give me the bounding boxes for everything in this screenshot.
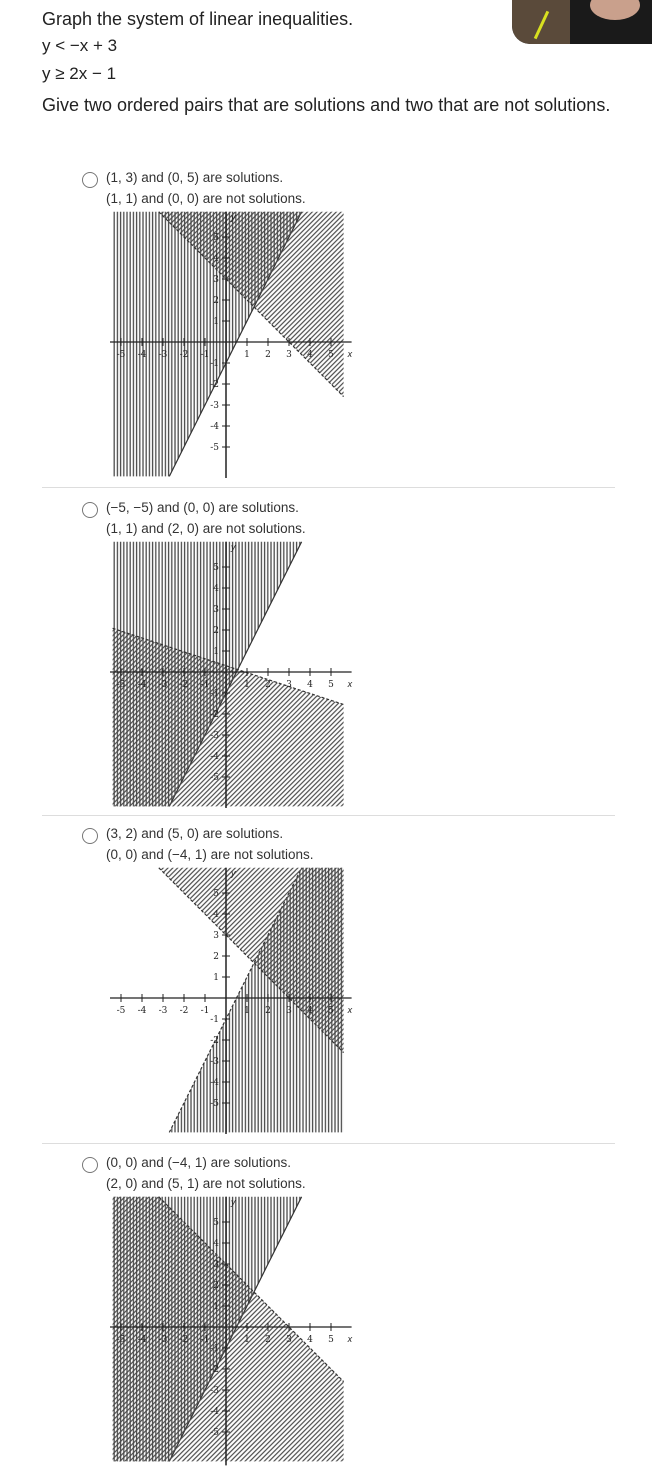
option-non-solutions-text: (1, 1) and (0, 0) are not solutions. — [106, 191, 306, 206]
y-tick-label: 3 — [213, 605, 219, 615]
y-tick-label: -1 — [210, 1015, 219, 1025]
radio-button[interactable] — [82, 502, 98, 518]
option-non-solutions-text: (1, 1) and (2, 0) are not solutions. — [106, 521, 306, 536]
x-axis-label: x — [347, 1334, 353, 1344]
y-tick-label: 2 — [213, 1281, 219, 1291]
y-tick-label: 2 — [213, 296, 219, 306]
x-tick-label: -4 — [137, 1006, 147, 1016]
y-tick-label: 2 — [213, 626, 219, 636]
y-tick-label: 1 — [213, 647, 219, 657]
y-tick-label: 1 — [213, 1302, 219, 1312]
x-tick-label: -2 — [179, 1006, 189, 1016]
option-graph — [110, 536, 360, 808]
y-tick-label: -4 — [210, 1407, 219, 1417]
inequality-2: y ≥ 2x − 1 — [42, 64, 117, 83]
x-tick-label: 1 — [244, 1006, 250, 1016]
y-tick-label: -3 — [210, 731, 219, 741]
y-tick-label: -5 — [210, 773, 219, 783]
x-tick-label: 4 — [307, 350, 313, 360]
option-graph — [110, 862, 360, 1134]
y-axis-label: y — [231, 211, 236, 222]
y-tick-label: 3 — [213, 931, 219, 941]
x-tick-label: -2 — [179, 350, 189, 360]
divider — [42, 815, 615, 816]
y-tick-label: -5 — [210, 1099, 219, 1109]
x-tick-label: 5 — [328, 350, 334, 360]
x-axis-label: x — [347, 679, 353, 689]
x-tick-label: 3 — [286, 350, 292, 360]
y-tick-label: 5 — [213, 1218, 219, 1228]
radio-button[interactable] — [82, 828, 98, 844]
inequality-1: y < −x + 3 — [42, 36, 118, 55]
x-tick-label: -3 — [158, 350, 168, 360]
x-tick-label: 2 — [265, 680, 271, 690]
y-tick-label: 4 — [213, 910, 219, 920]
x-tick-label: 1 — [244, 1335, 250, 1345]
y-tick-label: -5 — [210, 1428, 219, 1438]
x-tick-label: 4 — [307, 680, 313, 690]
x-tick-label: 3 — [286, 680, 292, 690]
x-tick-label: 3 — [286, 1006, 292, 1016]
x-tick-label: -5 — [116, 350, 126, 360]
x-tick-label: -4 — [137, 1335, 147, 1345]
y-tick-label: 1 — [213, 317, 219, 327]
y-axis-label: y — [231, 541, 236, 552]
y-tick-label: -1 — [210, 1344, 219, 1354]
option-non-solutions-text: (0, 0) and (−4, 1) are not solutions. — [106, 847, 314, 862]
x-tick-label: -1 — [200, 680, 210, 690]
y-tick-label: 4 — [213, 584, 219, 594]
y-tick-label: -1 — [210, 689, 219, 699]
y-tick-label: 5 — [213, 889, 219, 899]
x-tick-label: 1 — [244, 350, 250, 360]
y-tick-label: -2 — [210, 380, 219, 390]
x-tick-label: -1 — [200, 350, 210, 360]
x-tick-label: 5 — [328, 1335, 334, 1345]
x-tick-label: 3 — [286, 1335, 292, 1345]
option-solutions-text: (3, 2) and (5, 0) are solutions. — [106, 826, 284, 841]
x-tick-label: -1 — [200, 1335, 210, 1345]
y-tick-label: -4 — [210, 422, 219, 432]
x-tick-label: 2 — [265, 350, 271, 360]
y-tick-label: -3 — [210, 1057, 219, 1067]
x-tick-label: -5 — [116, 1335, 126, 1345]
y-axis-label: y — [231, 1196, 236, 1207]
y-tick-label: -5 — [210, 443, 219, 453]
y-tick-label: 5 — [213, 563, 219, 573]
x-axis-label: x — [347, 349, 353, 359]
radio-button[interactable] — [82, 1157, 98, 1173]
y-tick-label: -2 — [210, 1036, 219, 1046]
radio-button[interactable] — [82, 172, 98, 188]
option-solutions-text: (−5, −5) and (0, 0) are solutions. — [106, 500, 299, 515]
option-graph — [110, 206, 360, 478]
y-tick-label: 5 — [213, 233, 219, 243]
x-tick-label: -3 — [158, 1335, 168, 1345]
y-tick-label: -3 — [210, 1386, 219, 1396]
y-tick-label: -3 — [210, 401, 219, 411]
question-instruction: Give two ordered pairs that are solutions and two that are not solutions. — [42, 95, 611, 115]
option-solutions-text: (0, 0) and (−4, 1) are solutions. — [106, 1155, 291, 1170]
x-tick-label: 4 — [307, 1006, 313, 1016]
x-tick-label: -3 — [158, 1006, 168, 1016]
x-tick-label: -2 — [179, 1335, 189, 1345]
video-presenter-image — [590, 0, 640, 20]
divider — [42, 487, 615, 488]
question-prompt: Graph the system of linear inequalities. — [42, 9, 354, 29]
y-tick-label: -2 — [210, 710, 219, 720]
y-axis-label: y — [231, 867, 236, 878]
y-tick-label: -1 — [210, 359, 219, 369]
x-tick-label: 1 — [244, 680, 250, 690]
x-tick-label: -3 — [158, 680, 168, 690]
x-tick-label: -5 — [116, 680, 126, 690]
y-tick-label: -2 — [210, 1365, 219, 1375]
x-tick-label: 2 — [265, 1006, 271, 1016]
y-tick-label: 1 — [213, 973, 219, 983]
x-tick-label: 4 — [307, 1335, 313, 1345]
x-axis-label: x — [347, 1005, 353, 1015]
y-tick-label: 4 — [213, 1239, 219, 1249]
x-tick-label: -1 — [200, 1006, 210, 1016]
video-overlay-thumbnail[interactable] — [512, 0, 652, 44]
x-tick-label: -4 — [137, 350, 147, 360]
option-graph — [110, 1191, 360, 1471]
option-solutions-text: (1, 3) and (0, 5) are solutions. — [106, 170, 284, 185]
divider — [42, 1143, 615, 1144]
x-tick-label: -5 — [116, 1006, 126, 1016]
x-tick-label: -2 — [179, 680, 189, 690]
y-tick-label: 3 — [213, 1260, 219, 1270]
y-tick-label: 2 — [213, 952, 219, 962]
y-tick-label: -4 — [210, 1078, 219, 1088]
x-tick-label: 5 — [328, 680, 334, 690]
y-tick-label: -4 — [210, 752, 219, 762]
option-non-solutions-text: (2, 0) and (5, 1) are not solutions. — [106, 1176, 306, 1191]
y-tick-label: 3 — [213, 275, 219, 285]
x-tick-label: -4 — [137, 680, 147, 690]
x-tick-label: 5 — [328, 1006, 334, 1016]
y-tick-label: 4 — [213, 254, 219, 264]
x-tick-label: 2 — [265, 1335, 271, 1345]
